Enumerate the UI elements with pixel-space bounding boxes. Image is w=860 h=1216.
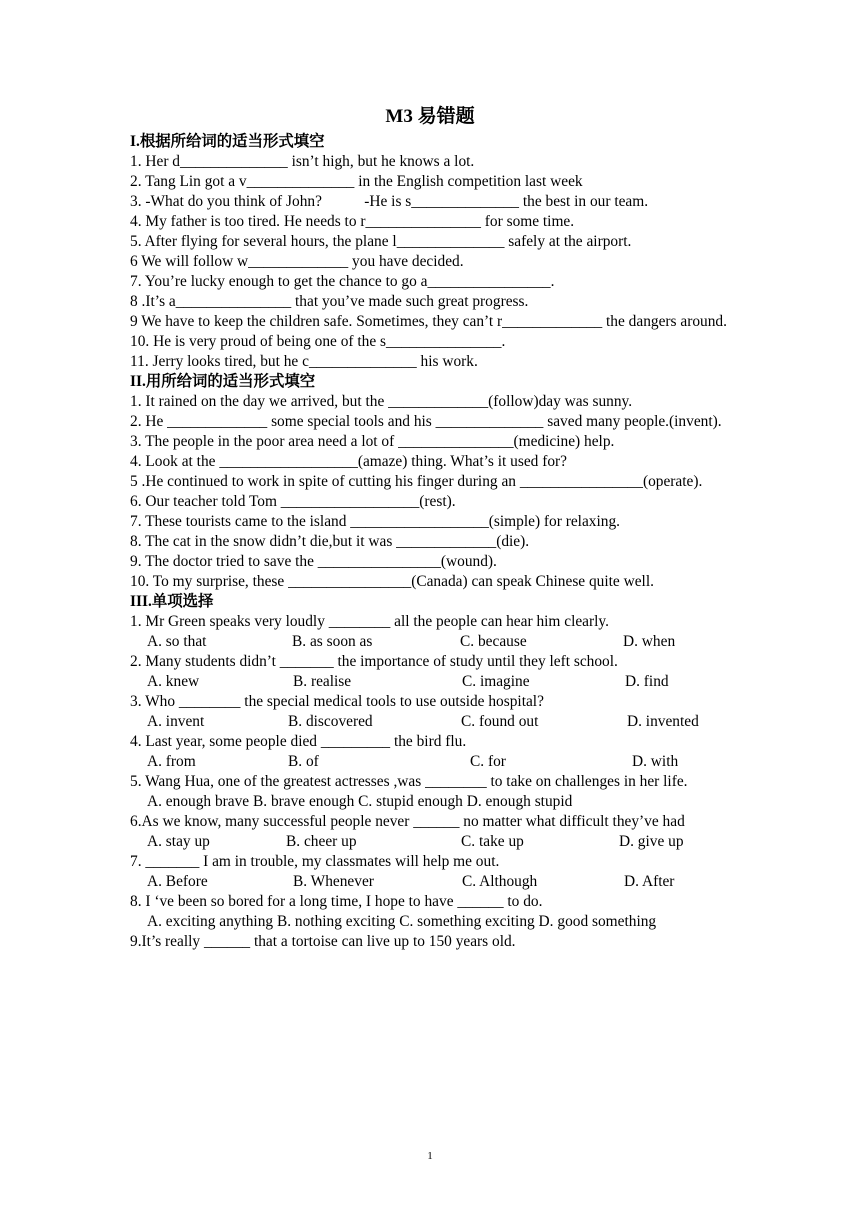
page-title: M3 易错题: [385, 106, 475, 127]
s2-item-2: 2. He _____________ some special tools and his ______________ saved many people.(invent).: [130, 413, 722, 430]
s1-item-6: 6 We will follow w_____________ you have decided.: [130, 253, 464, 270]
s1-item-11: 11. Jerry looks tired, but he c______________ his work.: [130, 353, 478, 370]
option-b: B. of: [288, 753, 319, 770]
option-b: B. realise: [293, 673, 352, 690]
s1-item-3: 3. -What do you think of John? -He is s______________ the best in our team.: [130, 193, 649, 210]
s1-item-9: 9 We have to keep the children safe. Sometimes, they can’t r_____________ the dangers around.: [130, 313, 727, 330]
option-a: A. so that: [147, 633, 207, 650]
s2-item-7: 7. These tourists came to the island __________________(simple) for relaxing.: [130, 513, 620, 530]
option-a: A. invent: [147, 713, 205, 730]
s3-question-8: 8. I ‘ve been so bored for a long time, I hope to have ______ to do.: [130, 893, 543, 910]
s1-item-1: 1. Her d______________ isn’t high, but he knows a lot.: [130, 153, 475, 170]
option-b: B. Whenever: [293, 873, 374, 890]
option-c: C. Although: [462, 873, 538, 890]
option-d: D. find: [625, 673, 669, 690]
s3-options-4: [130, 752, 730, 772]
s1-item-8: 8 .It’s a_______________ that you’ve made such great progress.: [130, 293, 529, 310]
s3-options-2: [130, 672, 730, 692]
option-b: B. discovered: [288, 713, 373, 730]
option-a: A. knew: [147, 673, 200, 690]
s1-item-7: 7. You’re lucky enough to get the chance to go a________________.: [130, 273, 555, 290]
option-d: D. give up: [619, 833, 684, 850]
s3-options-8: A. exciting anything B. nothing exciting C. something exciting D. good something: [147, 913, 657, 930]
page-number: 1: [427, 1150, 433, 1162]
s2-item-5: 5 .He continued to work in spite of cutting his finger during an ________________(operate).: [130, 473, 703, 490]
s3-question-6: 6.As we know, many successful people never ______ no matter what difficult they’ve had: [130, 813, 685, 830]
s3-options-1: [130, 632, 730, 652]
option-d: D. After: [624, 873, 675, 890]
option-b: B. as soon as: [292, 633, 373, 650]
s3-question-1: 1. Mr Green speaks very loudly ________ all the people can hear him clearly.: [130, 613, 609, 630]
s3-options-7: [130, 872, 730, 892]
option-c: C. for: [470, 753, 506, 770]
option-d: D. invented: [627, 713, 699, 730]
s3-options-3: [130, 712, 730, 732]
s3-question-5: 5. Wang Hua, one of the greatest actresses ,was ________ to take on challenges in her life.: [130, 773, 688, 790]
section-3-heading: III.单项选择: [130, 593, 214, 610]
s1-item-5: 5. After flying for several hours, the plane l______________ safely at the airport.: [130, 233, 632, 250]
option-c: C. imagine: [462, 673, 530, 690]
s2-item-10: 10. To my surprise, these ________________(Canada) can speak Chinese quite well.: [130, 573, 654, 590]
section-2-heading: II.用所给词的适当形式填空: [130, 373, 316, 390]
s2-item-8: 8. The cat in the snow didn’t die,but it was _____________(die).: [130, 533, 530, 550]
option-a: A. Before: [147, 873, 208, 890]
s2-item-3: 3. The people in the poor area need a lot of _______________(medicine) help.: [130, 433, 615, 450]
s2-item-6: 6. Our teacher told Tom __________________(rest).: [130, 493, 456, 510]
s3-options-5: A. enough brave B. brave enough C. stupid enough D. enough stupid: [147, 793, 573, 810]
option-c: C. take up: [461, 833, 524, 850]
s3-question-3: 3. Who ________ the special medical tools to use outside hospital?: [130, 693, 544, 710]
s2-item-9: 9. The doctor tried to save the ________________(wound).: [130, 553, 497, 570]
option-a: A. stay up: [147, 833, 210, 850]
s1-item-4: 4. My father is too tired. He needs to r_______________ for some time.: [130, 213, 575, 230]
option-a: A. from: [147, 753, 196, 770]
s3-question-7: 7. _______ I am in trouble, my classmates will help me out.: [130, 853, 500, 870]
s3-question-9: 9.It’s really ______ that a tortoise can live up to 150 years old.: [130, 933, 516, 950]
s1-item-2: 2. Tang Lin got a v______________ in the English competition last week: [130, 173, 583, 190]
s3-options-6: [130, 832, 730, 852]
s2-item-1: 1. It rained on the day we arrived, but the _____________(follow)day was sunny.: [130, 393, 633, 410]
option-d: D. when: [623, 633, 676, 650]
s3-question-2: 2. Many students didn’t _______ the importance of study until they left school.: [130, 653, 618, 670]
option-d: D. with: [632, 753, 679, 770]
option-c: C. found out: [461, 713, 539, 730]
s3-question-4: 4. Last year, some people died _________ the bird flu.: [130, 733, 467, 750]
s2-item-4: 4. Look at the __________________(amaze) thing. What’s it used for?: [130, 453, 567, 470]
document-content: [130, 104, 730, 952]
option-c: C. because: [460, 633, 527, 650]
option-b: B. cheer up: [286, 833, 357, 850]
section-1-heading: I.根据所给词的适当形式填空: [130, 133, 325, 150]
s1-item-10: 10. He is very proud of being one of the s_______________.: [130, 333, 506, 350]
